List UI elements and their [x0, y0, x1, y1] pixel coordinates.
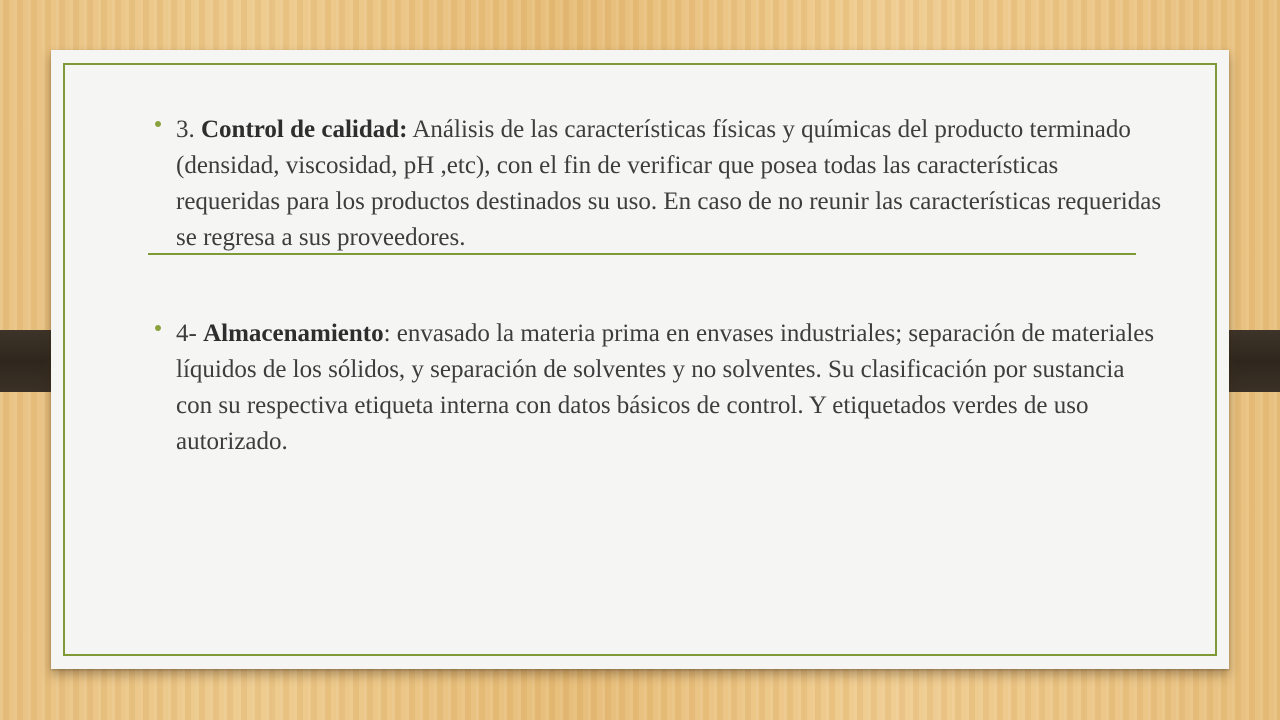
item-heading: Almacenamiento	[203, 320, 384, 347]
item-prefix: 4-	[176, 320, 204, 347]
item-heading: Control de calidad:	[201, 116, 408, 143]
item-text: : envasado la materia prima en envases industriales; separación de materiales líquidos de los sólidos, y separación de solventes y no solventes. Su clasificación por sustancia con su respectiva etiqueta interna con datos básicos de control. Y etiquetados verdes de uso autorizado.	[176, 320, 1155, 455]
bullet-icon	[155, 121, 161, 127]
bullet-icon	[155, 325, 161, 331]
bullet-list	[176, 112, 1166, 460]
item-prefix: 3.	[176, 116, 201, 143]
slide-paper	[51, 50, 1229, 669]
bullet-item-quality-control	[176, 112, 1166, 256]
bullet-item-storage	[176, 316, 1166, 460]
item-text: Análisis de las características físicas y químicas del producto terminado (densidad, viscosidad, pH ,etc), con el fin de verificar que posea todas las características requeridas para los productos destinados su uso. En caso de no reunir las características requeridas se regresa a sus proveedores.	[176, 116, 1162, 251]
